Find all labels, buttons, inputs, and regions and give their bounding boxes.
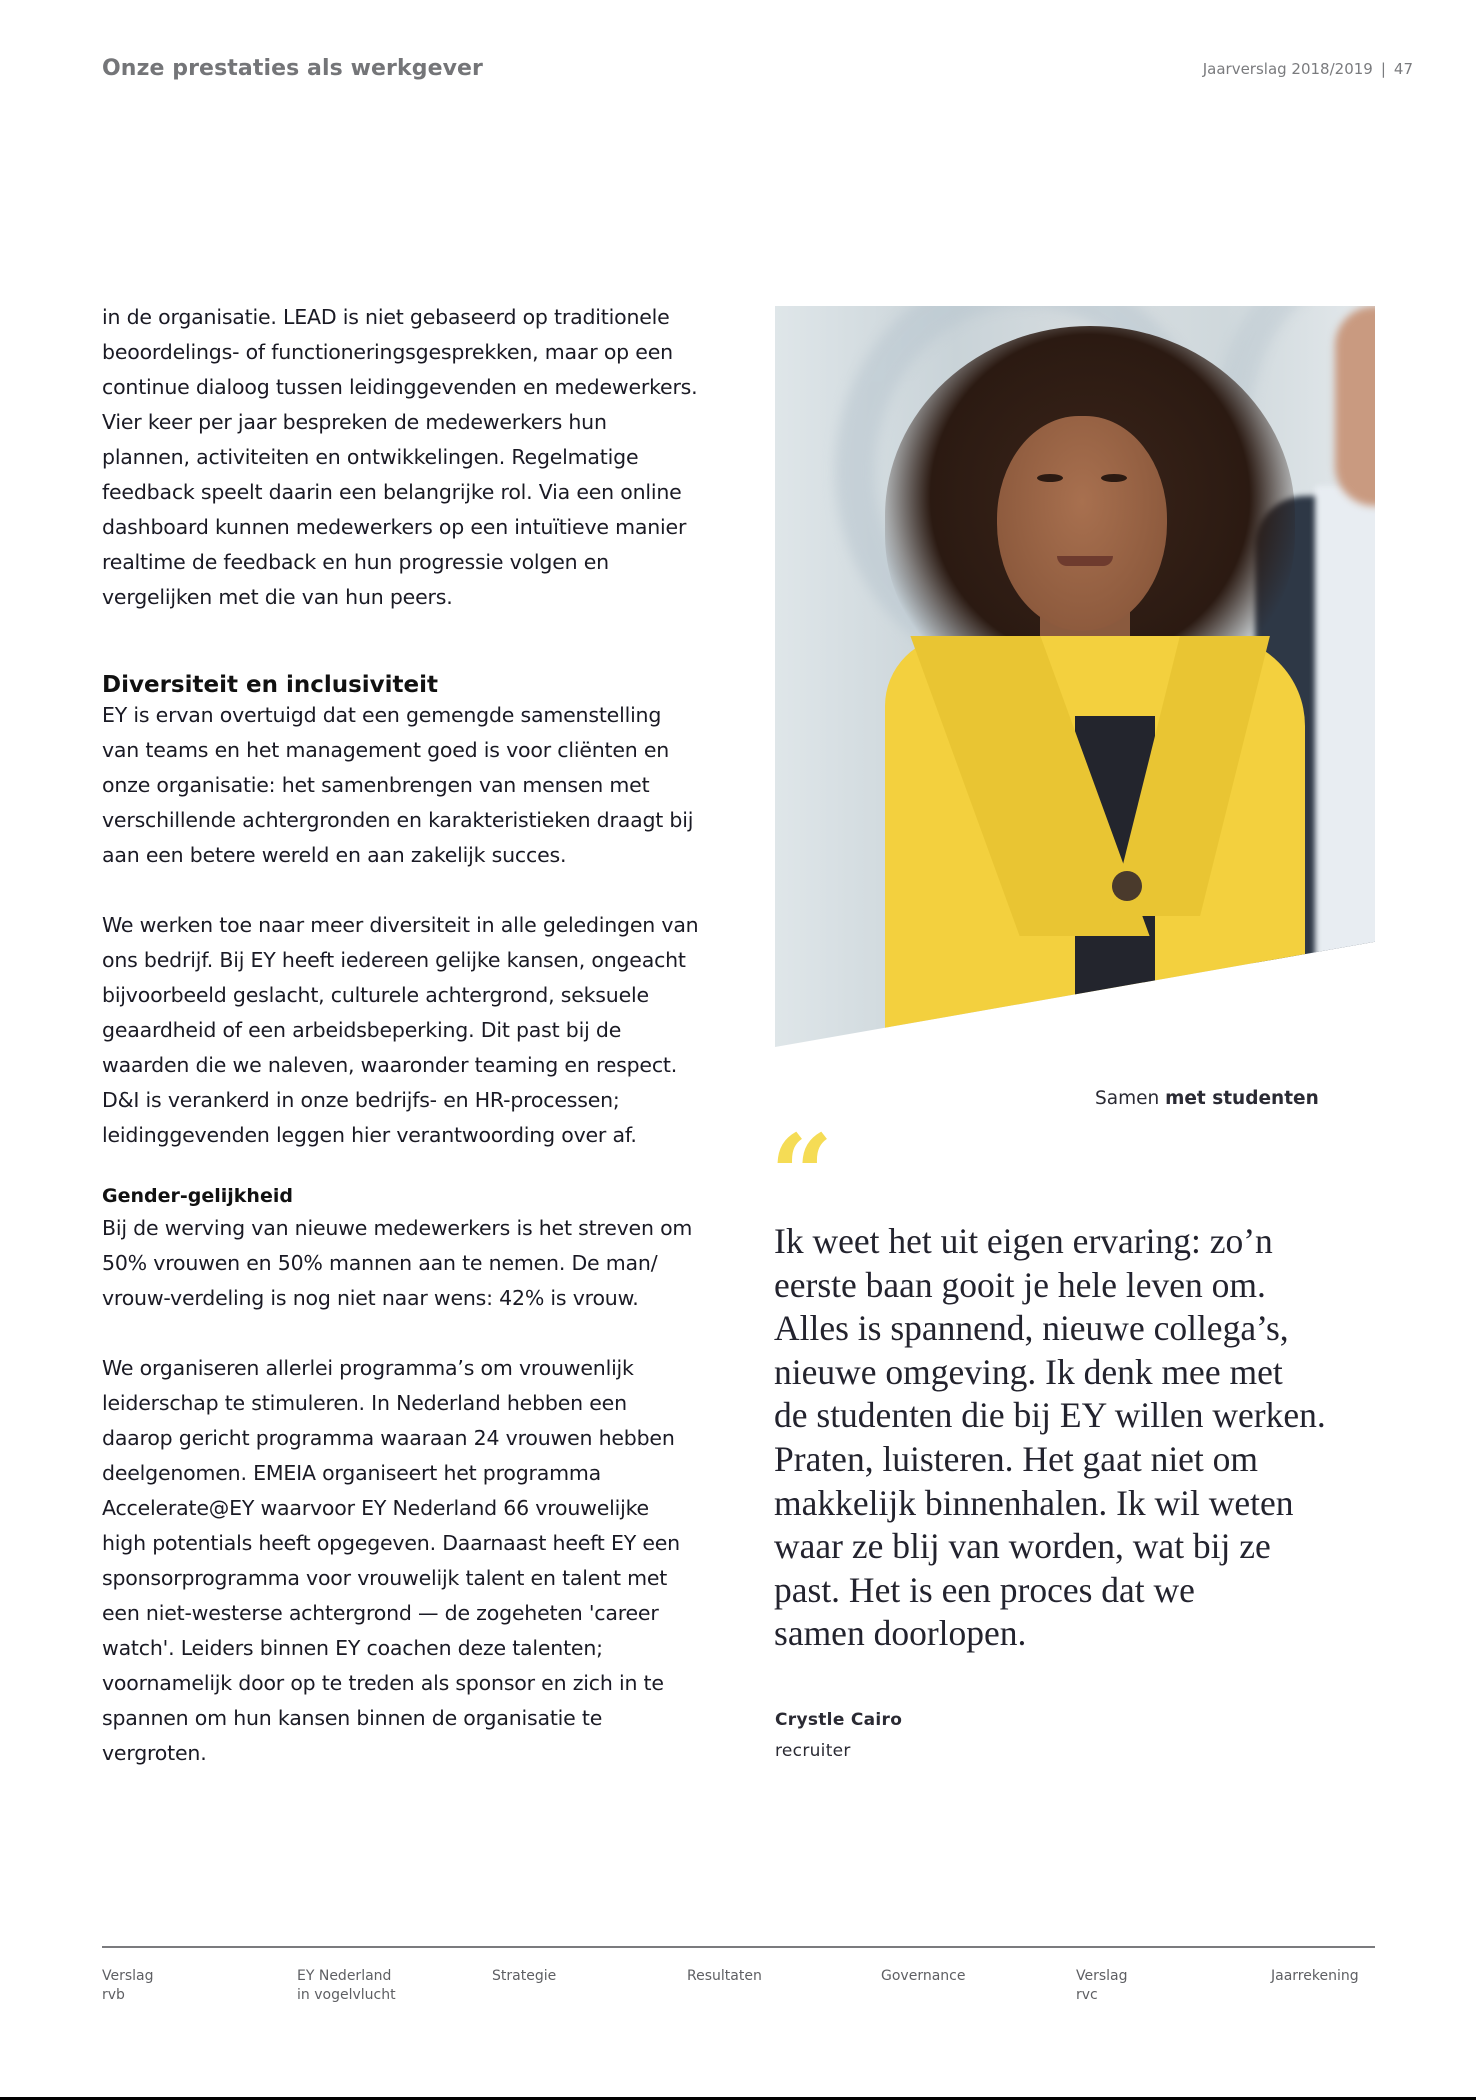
quote-line: Alles is spannend, nieuwe collega’s, xyxy=(774,1308,1289,1349)
footer-navigation xyxy=(102,1967,1375,2017)
nav-label: Strategie xyxy=(492,1968,557,1984)
page-number: 47 xyxy=(1393,60,1413,78)
footer-divider xyxy=(102,1946,1375,1948)
nav-label: Jaarrekening xyxy=(1271,1968,1359,1984)
footer-nav-resultaten[interactable] xyxy=(687,1967,762,1986)
subject-mouth xyxy=(1057,556,1113,566)
text-line: ons bedrijf. Bij EY heeft iedereen gelijke kansen, ongeacht xyxy=(102,948,686,972)
nav-label: Verslag xyxy=(102,1968,154,1984)
quote-line: de studenten die bij EY willen werken. xyxy=(774,1395,1326,1436)
subject-eye xyxy=(1101,474,1127,482)
footer-nav-strategie[interactable] xyxy=(492,1967,556,1986)
quote-author-role: recruiter xyxy=(775,1741,851,1761)
footer-nav-jaarrekening[interactable] xyxy=(1271,1967,1359,1986)
photo-caption xyxy=(1095,1088,1319,1109)
text-line: continue dialoog tussen leidinggevenden en medewerkers. xyxy=(102,375,698,399)
text-line: verschillende achtergronden en karakteristieken draagt bij xyxy=(102,808,694,832)
text-line: vrouw-verdeling is nog niet naar wens: 42% is vrouw. xyxy=(102,1286,639,1310)
subject-eye xyxy=(1037,474,1063,482)
text-line: deelgenomen. EMEIA organiseert het programma xyxy=(102,1461,602,1485)
text-line: van teams en het management goed is voor cliënten en xyxy=(102,738,670,762)
nav-label: Verslag xyxy=(1076,1968,1128,1984)
subject-face xyxy=(997,416,1167,631)
text-line: Accelerate@EY waarvoor EY Nederland 66 vrouwelijke xyxy=(102,1496,649,1520)
quote-line: nieuwe omgeving. Ik denk mee met xyxy=(774,1351,1283,1392)
text-line: leiderschap te stimuleren. In Nederland hebben een xyxy=(102,1391,627,1415)
text-line: leidinggevenden leggen hier verantwoording over af. xyxy=(102,1123,637,1147)
text-line: dashboard kunnen medewerkers op een intuïtieve manier xyxy=(102,515,687,539)
text-line: spannen om hun kansen binnen de organisatie te xyxy=(102,1706,603,1730)
header-separator: | xyxy=(1380,60,1386,78)
text-line: high potentials heeft opgegeven. Daarnaast heeft EY een xyxy=(102,1531,680,1555)
text-line: plannen, activiteiten en ontwikkelingen. Regelmatige xyxy=(102,445,639,469)
gender-heading: Gender-gelijkheid xyxy=(102,1185,293,1207)
text-line: een niet-westerse achtergrond — de zogeheten 'career xyxy=(102,1601,659,1625)
text-line: aan een betere wereld en aan zakelijk succes. xyxy=(102,843,567,867)
text-line: daarop gericht programma waaraan 24 vrouwen hebben xyxy=(102,1426,675,1450)
text-line: onze organisatie: het samenbrengen van mensen met xyxy=(102,773,650,797)
caption-bold: met studenten xyxy=(1165,1088,1319,1109)
diversity-paragraph-2 xyxy=(102,908,712,1153)
gender-paragraph-1 xyxy=(102,1211,712,1316)
footer-nav-verslag-rvc[interactable] xyxy=(1076,1967,1128,2005)
quote-line: makkelijk binnenhalen. Ik wil weten xyxy=(774,1482,1294,1523)
text-line: We organiseren allerlei programma’s om vrouwenlijk xyxy=(102,1356,634,1380)
diversity-heading: Diversiteit en inclusiviteit xyxy=(102,672,439,698)
lead-paragraph xyxy=(102,300,712,615)
text-line: watch'. Leiders binnen EY coachen deze talenten; xyxy=(102,1636,603,1660)
nav-label: Resultaten xyxy=(687,1968,762,1984)
nav-label: EY Nederland xyxy=(297,1968,392,1984)
footer-nav-verslag-rvb[interactable] xyxy=(102,1967,154,2005)
nav-sublabel: in vogelvlucht xyxy=(297,1987,396,2003)
text-line: geaardheid of een arbeidsbeperking. Dit past bij de xyxy=(102,1018,622,1042)
text-line: waarden die we naleven, waaronder teaming en respect. xyxy=(102,1053,678,1077)
body-text-column xyxy=(102,300,712,1771)
background-person-shirt xyxy=(1315,486,1375,1047)
quote-line: past. Het is een proces dat we xyxy=(774,1569,1195,1610)
blazer-button xyxy=(1112,871,1142,901)
text-line: bijvoorbeeld geslacht, culturele achtergrond, seksuele xyxy=(102,983,649,1007)
text-line: realtime de feedback en hun progressie volgen en xyxy=(102,550,609,574)
page-indicator xyxy=(1203,60,1413,78)
footer-nav-ey-nederland[interactable] xyxy=(297,1967,396,2005)
nav-sublabel: rvc xyxy=(1076,1987,1098,2003)
text-line: in de organisatie. LEAD is niet gebaseerd op traditionele xyxy=(102,305,670,329)
quote-line: Ik weet het uit eigen ervaring: zo’n xyxy=(774,1221,1273,1261)
gender-paragraph-2 xyxy=(102,1351,712,1771)
section-title: Onze prestaties als werkgever xyxy=(102,56,484,81)
text-line: vergroten. xyxy=(102,1741,207,1765)
text-line: beoordelings- of functioneringsgesprekken, maar op een xyxy=(102,340,673,364)
diversity-paragraph-1 xyxy=(102,698,712,873)
portrait-photo xyxy=(775,306,1375,1047)
text-line: We werken toe naar meer diversiteit in alle geledingen van xyxy=(102,913,699,937)
text-line: Bij de werving van nieuwe medewerkers is het streven om xyxy=(102,1216,693,1240)
nav-label: Governance xyxy=(881,1968,966,1984)
text-line: Vier keer per jaar bespreken de medewerkers hun xyxy=(102,410,607,434)
quote-mark-icon: “ xyxy=(770,1110,834,1239)
quote-line: eerste baan gooit je hele leven om. xyxy=(774,1264,1266,1305)
text-line: D&I is verankerd in onze bedrijfs- en HR-processen; xyxy=(102,1088,620,1112)
pull-quote xyxy=(774,1220,1394,1656)
report-title: Jaarverslag 2018/2019 xyxy=(1202,60,1373,78)
footer-nav-governance[interactable] xyxy=(881,1967,965,1986)
text-line: 50% vrouwen en 50% mannen aan te nemen. De man/ xyxy=(102,1251,658,1275)
quote-line: waar ze blij van worden, wat bij ze xyxy=(774,1526,1271,1567)
text-line: EY is ervan overtuigd dat een gemengde samenstelling xyxy=(102,703,662,727)
text-line: vergelijken met die van hun peers. xyxy=(102,585,453,609)
quote-line: samen doorlopen. xyxy=(774,1613,1027,1654)
quote-author-name: Crystle Cairo xyxy=(775,1710,903,1730)
text-line: feedback speelt daarin een belangrijke rol. Via een online xyxy=(102,480,682,504)
nav-sublabel: rvb xyxy=(102,1987,125,2003)
background-person-face xyxy=(1335,306,1375,506)
text-line: sponsorprogramma voor vrouwelijk talent en talent met xyxy=(102,1566,668,1590)
caption-regular: Samen xyxy=(1095,1088,1166,1109)
quote-line: Praten, luisteren. Het gaat niet om xyxy=(774,1438,1259,1479)
text-line: voornamelijk door op te treden als sponsor en zich in te xyxy=(102,1671,664,1695)
